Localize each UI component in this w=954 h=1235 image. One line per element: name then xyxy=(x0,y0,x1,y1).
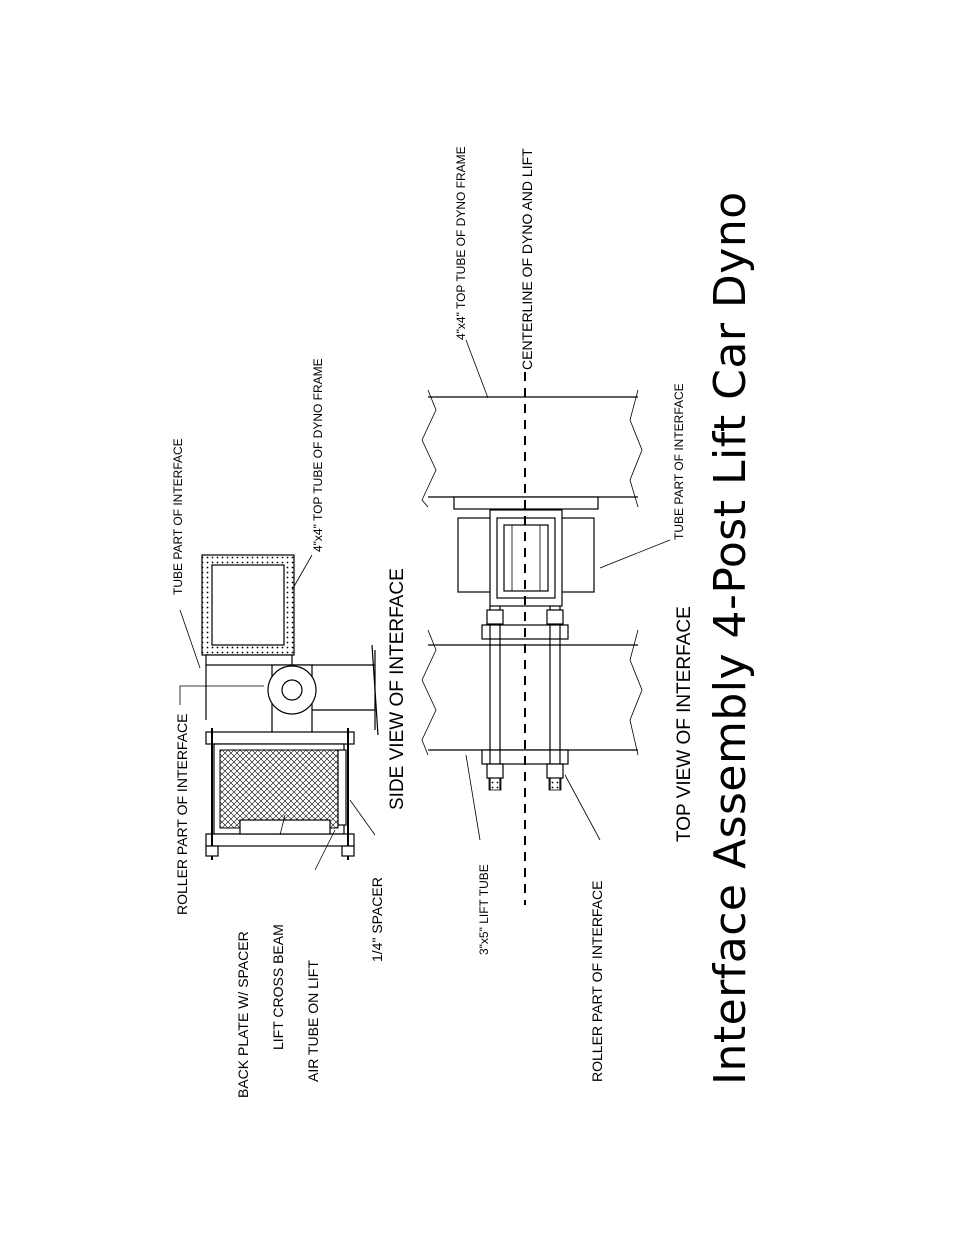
top-label-roller-part: ROLLER PART OF INTERFACE xyxy=(589,880,605,1082)
side-view xyxy=(171,358,408,1098)
side-view-caption: SIDE VIEW OF INTERFACE xyxy=(387,568,408,810)
side-roller xyxy=(268,665,316,733)
side-label-back-plate: BACK PLATE W/ SPACER xyxy=(235,931,251,1098)
top-label-top-tube: 4"x4" TOP TUBE OF DYNO FRAME xyxy=(454,146,468,340)
side-label-air-tube: AIR TUBE ON LIFT xyxy=(305,960,321,1082)
side-label-lift-cross-beam: LIFT CROSS BEAM xyxy=(270,924,286,1050)
top-frame-tube xyxy=(422,390,642,507)
side-roller-plate xyxy=(206,732,354,744)
side-label-top-tube: 4"x4" TOP TUBE OF DYNO FRAME xyxy=(311,358,325,552)
top-view xyxy=(422,146,695,1082)
side-label-spacer: 1/4" SPACER xyxy=(369,877,385,962)
top-label-centerline: CENTERLINE OF DYNO AND LIFT xyxy=(519,148,535,370)
side-top-tube xyxy=(202,555,294,655)
side-back-spacer xyxy=(240,820,330,834)
drawing-title: Interface Assembly 4-Post Lift Car Dyno xyxy=(705,191,756,1085)
top-label-tube-part: TUBE PART OF INTERFACE xyxy=(672,383,686,540)
side-label-roller-part: ROLLER PART OF INTERFACE xyxy=(174,713,190,915)
top-view-caption: TOP VIEW OF INTERFACE xyxy=(674,606,695,842)
top-label-lift-tube: 3"x5" LIFT TUBE xyxy=(477,864,491,955)
side-spacer xyxy=(338,750,346,825)
top-lift-tube xyxy=(422,630,642,755)
side-label-tube-part: TUBE PART OF INTERFACE xyxy=(171,438,185,595)
side-interface-plate xyxy=(206,655,292,665)
